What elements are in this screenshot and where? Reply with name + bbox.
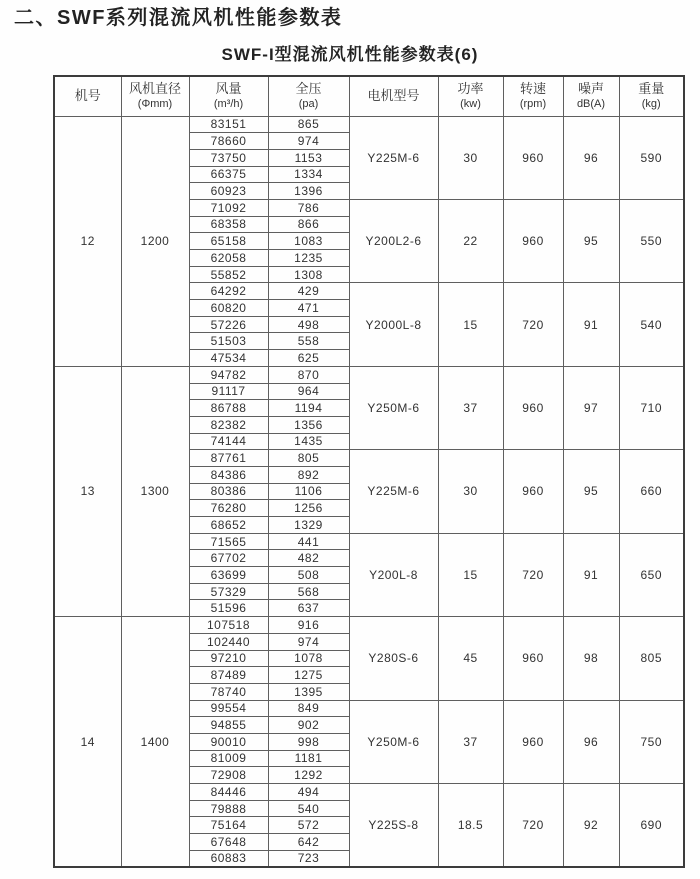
pressure-cell: 805: [268, 450, 349, 467]
column-header-unit: (pa): [298, 97, 319, 110]
airflow-cell: 84386: [189, 466, 268, 483]
column-header: [121, 76, 189, 116]
airflow-cell: 87489: [189, 667, 268, 684]
diameter-cell: 1200: [121, 116, 189, 366]
pressure-cell: 1396: [268, 183, 349, 200]
weight-cell: 540: [619, 283, 684, 366]
speed-cell: 960: [503, 366, 563, 449]
table-row: [54, 366, 684, 383]
pressure-cell: 540: [268, 800, 349, 817]
column-header-unit: (kg): [641, 97, 661, 110]
weight-cell: 590: [619, 116, 684, 199]
pressure-cell: 482: [268, 550, 349, 567]
table-body: [54, 116, 684, 867]
motor-model-cell: Y225M-6: [349, 116, 438, 199]
pressure-cell: 572: [268, 817, 349, 834]
column-header: [619, 76, 684, 116]
airflow-cell: 90010: [189, 733, 268, 750]
airflow-cell: 102440: [189, 633, 268, 650]
pressure-cell: 786: [268, 199, 349, 216]
pressure-cell: 1235: [268, 250, 349, 267]
machine-no-cell: 12: [54, 116, 121, 366]
speed-cell: 720: [503, 283, 563, 366]
column-header-title: 电机型号: [367, 88, 420, 104]
pressure-cell: 1083: [268, 233, 349, 250]
pressure-cell: 998: [268, 733, 349, 750]
airflow-cell: 99554: [189, 700, 268, 717]
speed-cell: 720: [503, 784, 563, 868]
airflow-cell: 94782: [189, 366, 268, 383]
column-header: [503, 76, 563, 116]
pressure-cell: 1435: [268, 433, 349, 450]
airflow-cell: 60820: [189, 300, 268, 317]
pressure-cell: 974: [268, 133, 349, 150]
airflow-cell: 83151: [189, 116, 268, 133]
pressure-cell: 902: [268, 717, 349, 734]
airflow-cell: 78740: [189, 683, 268, 700]
column-header-title: 重量: [638, 81, 665, 97]
pressure-cell: 568: [268, 583, 349, 600]
airflow-cell: 97210: [189, 650, 268, 667]
airflow-cell: 73750: [189, 149, 268, 166]
speed-cell: 960: [503, 700, 563, 783]
noise-cell: 91: [563, 533, 619, 616]
airflow-cell: 91117: [189, 383, 268, 400]
table-row: [54, 617, 684, 634]
pressure-cell: 1275: [268, 667, 349, 684]
column-header-title: 转速: [519, 81, 546, 97]
power-cell: 15: [438, 283, 503, 366]
column-header-title: 噪声: [577, 81, 604, 97]
pressure-cell: 1292: [268, 767, 349, 784]
pressure-cell: 642: [268, 834, 349, 851]
pressure-cell: 1256: [268, 500, 349, 517]
airflow-cell: 55852: [189, 266, 268, 283]
weight-cell: 660: [619, 450, 684, 533]
noise-cell: 96: [563, 700, 619, 783]
pressure-cell: 1106: [268, 483, 349, 500]
performance-table: [53, 75, 685, 868]
pressure-cell: 498: [268, 316, 349, 333]
pressure-cell: 916: [268, 617, 349, 634]
column-header-unit: (rpm): [519, 97, 547, 110]
airflow-cell: 79888: [189, 800, 268, 817]
pressure-cell: 441: [268, 533, 349, 550]
weight-cell: 805: [619, 617, 684, 700]
power-cell: 45: [438, 617, 503, 700]
airflow-cell: 60883: [189, 850, 268, 867]
machine-no-cell: 13: [54, 366, 121, 616]
speed-cell: 720: [503, 533, 563, 616]
power-cell: 30: [438, 116, 503, 199]
motor-model-cell: Y225S-8: [349, 784, 438, 868]
motor-model-cell: Y280S-6: [349, 617, 438, 700]
motor-model-cell: Y225M-6: [349, 450, 438, 533]
column-header-unit: dB(A): [576, 97, 606, 110]
motor-model-cell: Y200L-8: [349, 533, 438, 616]
power-cell: 15: [438, 533, 503, 616]
airflow-cell: 82382: [189, 416, 268, 433]
pressure-cell: 974: [268, 633, 349, 650]
pressure-cell: 1329: [268, 517, 349, 534]
airflow-cell: 67702: [189, 550, 268, 567]
pressure-cell: 892: [268, 466, 349, 483]
column-header-unit: (kw): [460, 97, 481, 110]
pressure-cell: 866: [268, 216, 349, 233]
airflow-cell: 94855: [189, 717, 268, 734]
column-header-title: 风机直径: [128, 81, 181, 97]
airflow-cell: 80386: [189, 483, 268, 500]
pressure-cell: 508: [268, 567, 349, 584]
diameter-cell: 1400: [121, 617, 189, 867]
pressure-cell: 558: [268, 333, 349, 350]
weight-cell: 550: [619, 199, 684, 282]
page-title: 二、SWF系列混流风机性能参数表: [14, 7, 343, 29]
weight-cell: 710: [619, 366, 684, 449]
noise-cell: 92: [563, 784, 619, 868]
power-cell: 30: [438, 450, 503, 533]
noise-cell: 97: [563, 366, 619, 449]
motor-model-cell: Y200L2-6: [349, 199, 438, 282]
power-cell: 37: [438, 700, 503, 783]
pressure-cell: 964: [268, 383, 349, 400]
pressure-cell: 625: [268, 350, 349, 367]
pressure-cell: 1078: [268, 650, 349, 667]
speed-cell: 960: [503, 116, 563, 199]
pressure-cell: 429: [268, 283, 349, 300]
column-header-title: 全压: [295, 81, 322, 97]
airflow-cell: 51503: [189, 333, 268, 350]
table-row: [54, 116, 684, 133]
speed-cell: 960: [503, 199, 563, 282]
power-cell: 18.5: [438, 784, 503, 868]
speed-cell: 960: [503, 450, 563, 533]
pressure-cell: 471: [268, 300, 349, 317]
airflow-cell: 65158: [189, 233, 268, 250]
column-header-title: 机号: [74, 88, 101, 104]
pressure-cell: 1194: [268, 400, 349, 417]
column-header: [349, 76, 438, 116]
airflow-cell: 71565: [189, 533, 268, 550]
pressure-cell: 1308: [268, 266, 349, 283]
pressure-cell: 637: [268, 600, 349, 617]
pressure-cell: 1153: [268, 149, 349, 166]
airflow-cell: 63699: [189, 567, 268, 584]
airflow-cell: 57329: [189, 583, 268, 600]
airflow-cell: 47534: [189, 350, 268, 367]
airflow-cell: 68652: [189, 517, 268, 534]
airflow-cell: 57226: [189, 316, 268, 333]
pressure-cell: 723: [268, 850, 349, 867]
airflow-cell: 87761: [189, 450, 268, 467]
pressure-cell: 849: [268, 700, 349, 717]
table-header: [54, 76, 684, 116]
motor-model-cell: Y250M-6: [349, 366, 438, 449]
pressure-cell: 870: [268, 366, 349, 383]
weight-cell: 690: [619, 784, 684, 868]
column-header: [268, 76, 349, 116]
pressure-cell: 1395: [268, 683, 349, 700]
column-header-unit: (m³/h): [213, 97, 244, 110]
column-header-title: 功率: [457, 81, 484, 97]
diameter-cell: 1300: [121, 366, 189, 616]
table-title: SWF-I型混流风机性能参数表(6): [221, 45, 479, 64]
column-header-unit: (Φmm): [137, 97, 173, 110]
airflow-cell: 62058: [189, 250, 268, 267]
noise-cell: 91: [563, 283, 619, 366]
column-header: [438, 76, 503, 116]
motor-model-cell: Y2000L-8: [349, 283, 438, 366]
pressure-cell: 1356: [268, 416, 349, 433]
noise-cell: 98: [563, 617, 619, 700]
airflow-cell: 72908: [189, 767, 268, 784]
column-header-title: 风量: [215, 81, 242, 97]
noise-cell: 95: [563, 450, 619, 533]
pressure-cell: 865: [268, 116, 349, 133]
weight-cell: 650: [619, 533, 684, 616]
airflow-cell: 86788: [189, 400, 268, 417]
pressure-cell: 1334: [268, 166, 349, 183]
airflow-cell: 71092: [189, 199, 268, 216]
weight-cell: 750: [619, 700, 684, 783]
power-cell: 22: [438, 199, 503, 282]
airflow-cell: 76280: [189, 500, 268, 517]
airflow-cell: 60923: [189, 183, 268, 200]
airflow-cell: 84446: [189, 784, 268, 801]
machine-no-cell: 14: [54, 617, 121, 867]
speed-cell: 960: [503, 617, 563, 700]
airflow-cell: 64292: [189, 283, 268, 300]
airflow-cell: 107518: [189, 617, 268, 634]
airflow-cell: 81009: [189, 750, 268, 767]
column-header: [54, 76, 121, 116]
airflow-cell: 78660: [189, 133, 268, 150]
noise-cell: 96: [563, 116, 619, 199]
pressure-cell: 1181: [268, 750, 349, 767]
airflow-cell: 68358: [189, 216, 268, 233]
motor-model-cell: Y250M-6: [349, 700, 438, 783]
noise-cell: 95: [563, 199, 619, 282]
header-row: [54, 76, 684, 116]
airflow-cell: 74144: [189, 433, 268, 450]
power-cell: 37: [438, 366, 503, 449]
column-header: [189, 76, 268, 116]
airflow-cell: 75164: [189, 817, 268, 834]
pressure-cell: 494: [268, 784, 349, 801]
airflow-cell: 67648: [189, 834, 268, 851]
airflow-cell: 51596: [189, 600, 268, 617]
column-header: [563, 76, 619, 116]
airflow-cell: 66375: [189, 166, 268, 183]
